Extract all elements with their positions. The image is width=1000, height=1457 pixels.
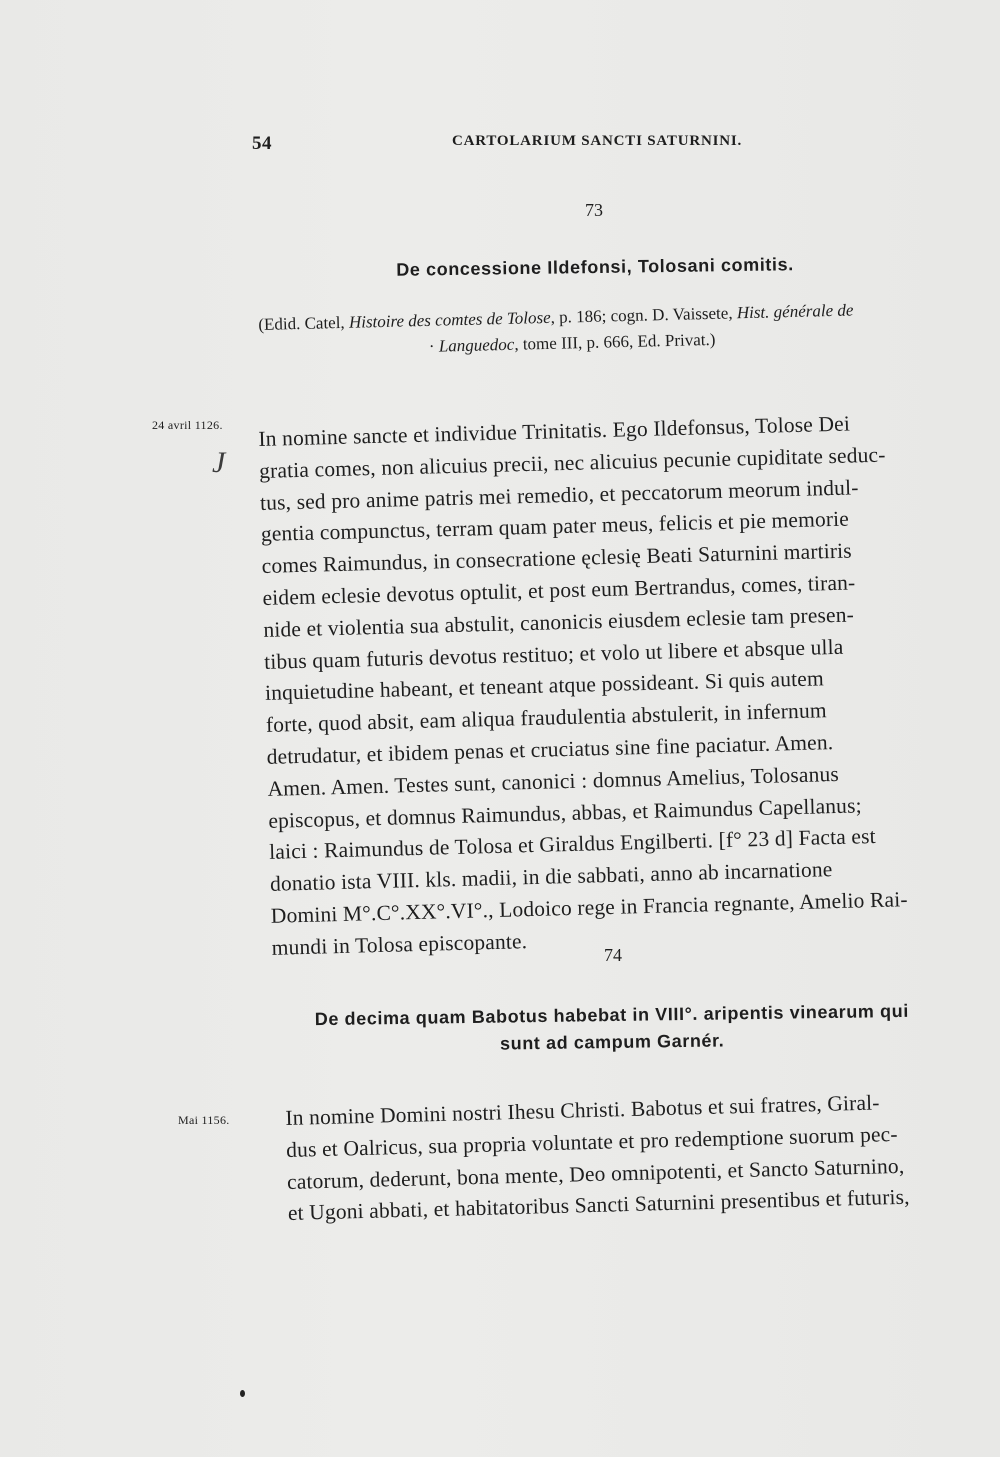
- edition-note: (Edid. Catel, Histoire des comtes de Tolose, p. 186; cogn. D. Vaissete, Hist. générale de · Languedoc, tome III, p. 666, Ed. Privat.): [258, 300, 854, 356]
- page-number: 54: [252, 133, 272, 154]
- text-line: Amen. Amen. Testes sunt, canonici : domnus Amelius, Tolosanus: [267, 761, 840, 801]
- text-line: gratia comes, non alicuius precii, nec alicuius pecunie cupiditate seduc-: [258, 442, 886, 483]
- margin-date-73: 24 avril 1126.: [152, 418, 223, 432]
- text-line: gentia compunctus, terram quam pater meus, felicis et pie memorie: [260, 506, 850, 547]
- text-line: mundi in Tolosa episcopante.: [271, 928, 528, 960]
- margin-date-74: Mai 1156.: [178, 1113, 230, 1127]
- entry-number-73: 73: [585, 200, 603, 220]
- text-line: nide et violentia sua abstulit, canonicis eiusdem eclesie tam presen-: [263, 602, 855, 642]
- text-line: laici : Raimundus de Tolosa et Giraldus Engilberti. [f° 23 d] Facta est: [268, 824, 877, 865]
- text-line: episcopus, et domnus Raimundus, abbas, et Raimundus Capellanus;: [268, 792, 862, 833]
- entry-body-73: [258, 406, 972, 965]
- text-line: In nomine Domini nostri Ihesu Christi. Babotus et sui fratres, Giral-: [285, 1090, 880, 1130]
- text-line: catorum, dederunt, bona mente, Deo omnipotenti, et Sancto Saturnino,: [286, 1153, 905, 1194]
- text-line: Domini M°.C°.XX°.VI°., Lodoico rege in Francia regnante, Amelio Rai-: [270, 887, 908, 928]
- text-line: inquietudine habeant, et teneant atque possideant. Si quis autem: [264, 666, 825, 706]
- entry-title-74-line2: sunt ad campum Garnér.: [499, 1030, 725, 1054]
- text-line: detrudatur, et ibidem penas et cruciatus sine fine paciatur. Amen.: [266, 730, 834, 769]
- text-line: In nomine sancte et individue Trinitatis. Ego Ildefonsus, Tolose Dei: [258, 411, 851, 451]
- text-line: tibus quam futuris devotus restituo; et volo ut libere et absque ulla: [263, 634, 844, 674]
- text-line: tus, sed pro anime patris mei remedio, et peccatorum meorum indul-: [259, 474, 859, 515]
- text-line: forte, quod absit, eam aliqua fraudulentia abstulerit, in infernum: [265, 698, 827, 738]
- entry-number-74: 74: [604, 945, 622, 965]
- text-line: dus et Oalricus, sua propria voluntate et pro redemptione suorum pec-: [285, 1121, 898, 1162]
- entry-title-73: De concessione Ildefonsi, Tolosani comitis.: [396, 254, 794, 280]
- entry-title-74: [262, 1000, 963, 1058]
- text-line: comes Raimundus, in consecratione ęclesię Beati Saturnini martiris: [261, 538, 853, 579]
- text-line: et Ugoni abbati, et habitatoribus Sancti Saturnini presentibus et futuris,: [287, 1185, 910, 1226]
- entry-title-74-line1: De decima quam Babotus habebat in VIII°. aripentis vinearum qui: [314, 1000, 909, 1030]
- ink-speck: [240, 1390, 245, 1397]
- entry-body-74: [285, 1085, 960, 1230]
- running-title: CARTOLARIUM SANCTI SATURNINI.: [452, 133, 743, 149]
- text-line: donatio ista VIII. kls. madii, in die sabbati, anno ab incarnatione: [269, 857, 833, 896]
- margin-handwritten-mark: J: [212, 446, 226, 479]
- text-line: eidem eclesie devotus optulit, et post eum Bertrandus, comes, tiran-: [262, 570, 856, 610]
